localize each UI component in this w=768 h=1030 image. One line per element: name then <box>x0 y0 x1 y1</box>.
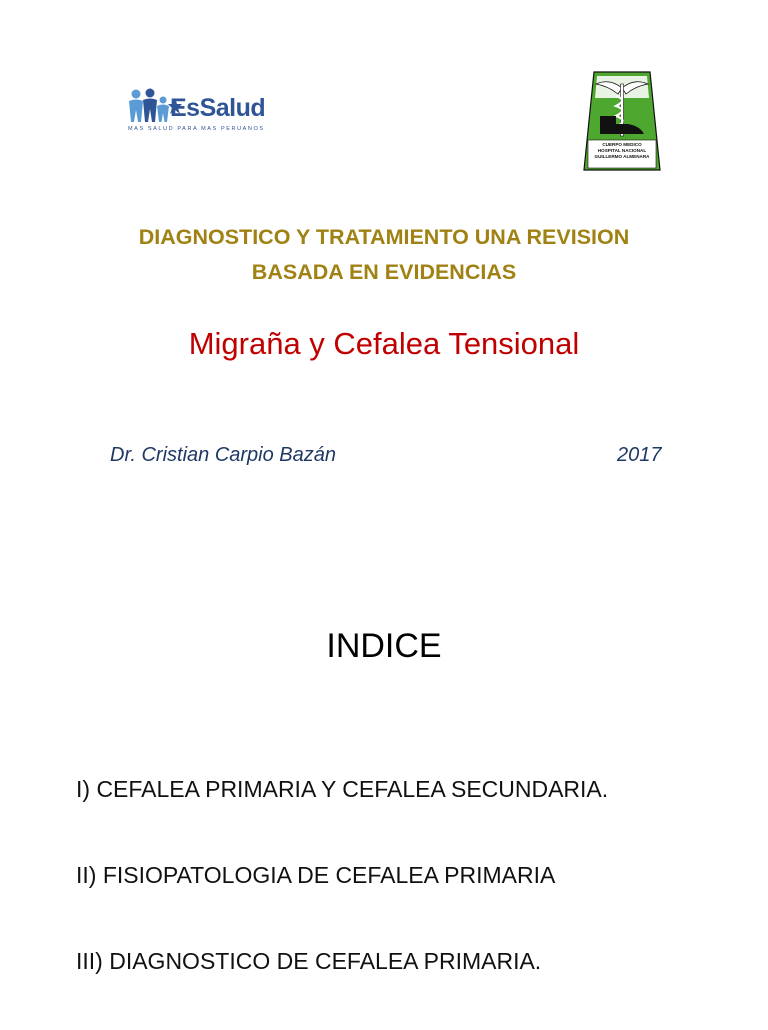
cover-subtitle <box>40 220 728 290</box>
hospital-caption-line: HOSPITAL NACIONAL <box>597 147 647 153</box>
cover-subtitle-line-2: BASADA EN EVIDENCIAS <box>251 260 517 284</box>
cover-subtitle-line-1: DIAGNOSTICO Y TRATAMIENTO UNA REVISION <box>138 225 630 249</box>
essalud-tagline: MAS SALUD PARA MAS PERUANOS <box>128 126 265 132</box>
essalud-logo <box>124 84 292 140</box>
publication-year: 2017 <box>617 444 662 466</box>
index-item: II) FISIOPATOLOGIA DE CEFALEA PRIMARIA <box>76 862 556 888</box>
hospital-caption-line: CUERPO MEDICO <box>602 142 642 147</box>
author-name: Dr. Cristian Carpio Bazán <box>110 444 337 466</box>
hospital-logo <box>582 70 662 172</box>
cover-title: Migraña y Cefalea Tensional <box>188 326 580 361</box>
index-item: III) DIAGNOSTICO DE CEFALEA PRIMARIA. <box>76 948 542 974</box>
hospital-caption <box>586 142 658 159</box>
index-list <box>76 772 608 1030</box>
essalud-brand-text: EsSalud <box>170 94 266 122</box>
index-heading: INDICE <box>326 627 442 665</box>
index-item: I) CEFALEA PRIMARIA Y CEFALEA SECUNDARIA. <box>76 776 609 802</box>
hospital-caption-line: GUILLERMO ALMENARA <box>594 153 650 159</box>
